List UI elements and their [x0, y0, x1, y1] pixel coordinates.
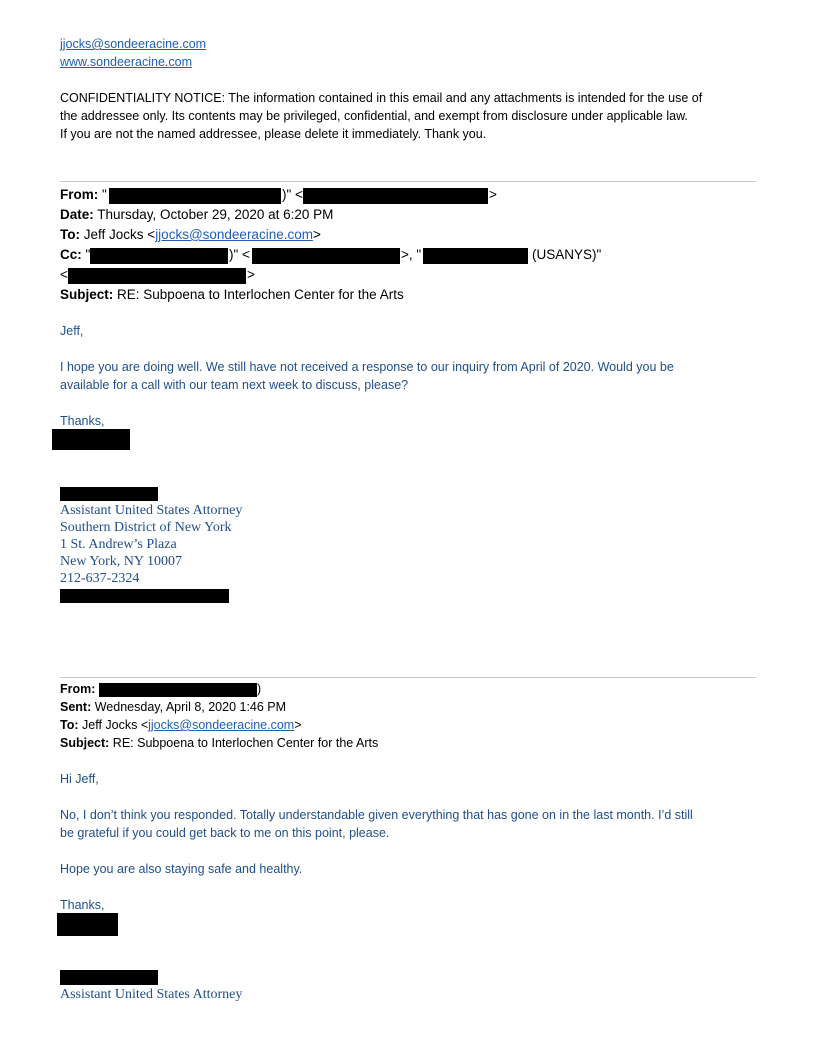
sig-office: Southern District of New York [60, 520, 232, 535]
email1-greeting: Jeff, [60, 324, 84, 338]
email1-to-row [60, 227, 321, 242]
redaction-box [60, 487, 158, 501]
date-label: Date: [60, 207, 94, 222]
email1-subject-row [60, 287, 404, 302]
redaction-box [303, 188, 488, 204]
from-quote-open: " [102, 187, 107, 202]
to-close: > [294, 718, 302, 732]
cc-separator-2: >, " [401, 247, 422, 262]
email2-from-row [60, 682, 95, 696]
to-label: To: [60, 718, 79, 732]
email2-greeting: Hi Jeff, [60, 772, 99, 786]
signature-website-link[interactable]: www.sondeeracine.com [60, 55, 193, 69]
email2-thanks: Thanks, [60, 898, 105, 912]
redaction-box [57, 913, 118, 936]
email2-body-line-2: be grateful if you could get back to me on this point, please. [60, 826, 390, 840]
sent-value: Wednesday, April 8, 2020 1:46 PM [94, 700, 287, 714]
email1-body-line-2: available for a call with our team next week to discuss, please? [60, 378, 409, 392]
redaction-box [60, 589, 229, 603]
redaction-box [90, 248, 228, 264]
cc-org: (USANYS)" [532, 247, 602, 262]
cc-label: Cc: [60, 247, 82, 262]
signature-email-link[interactable]: jjocks@sondeeracine.com [60, 37, 207, 51]
to-name: Jeff Jocks < [82, 718, 149, 732]
redaction-box [423, 248, 528, 264]
to-email-link[interactable]: jjocks@sondeeracine.com [148, 718, 295, 732]
email2-subject-row [60, 736, 378, 750]
from-separator: )" < [282, 187, 303, 202]
sent-label: Sent: [60, 700, 92, 714]
redaction-box [52, 429, 130, 450]
redaction-box [109, 188, 281, 204]
cc-line2-close: > [247, 267, 255, 282]
date-value: Thursday, October 29, 2020 at 6:20 PM [97, 207, 334, 222]
to-email-link[interactable]: jjocks@sondeeracine.com [155, 227, 313, 242]
confidentiality-line-2: the addressee only. Its contents may be privileged, confidential, and exempt from disclosure under applicable law. [60, 109, 688, 123]
redaction-box [99, 683, 257, 697]
subject-label: Subject: [60, 736, 110, 750]
subject-value: RE: Subpoena to Interlochen Center for the Arts [117, 287, 404, 302]
redaction-box [60, 970, 158, 985]
sig-address-2: New York, NY 10007 [60, 554, 182, 569]
subject-value: RE: Subpoena to Interlochen Center for the Arts [112, 736, 379, 750]
email-divider [60, 677, 756, 678]
from-close: ) [257, 682, 262, 696]
from-label: From: [60, 187, 99, 202]
to-close: > [312, 227, 321, 242]
redaction-box [252, 248, 400, 264]
confidentiality-line-3: If you are not the named addressee, please delete it immediately. Thank you. [60, 127, 487, 141]
sig-phone: 212-637-2324 [60, 571, 140, 586]
redaction-box [68, 268, 246, 284]
email2-sent-row [60, 700, 286, 714]
subject-label: Subject: [60, 287, 114, 302]
email1-cc-row [60, 247, 90, 262]
cc-separator-1: )" < [229, 247, 250, 262]
to-name: Jeff Jocks < [83, 227, 156, 242]
from-close: > [489, 187, 497, 202]
sig-title: Assistant United States Attorney [60, 987, 243, 1002]
from-label: From: [60, 682, 96, 696]
email2-body-line-3: Hope you are also staying safe and healthy. [60, 862, 303, 876]
cc-line2-open: < [60, 267, 68, 282]
sig-title: Assistant United States Attorney [60, 503, 243, 518]
email1-from-row [60, 187, 107, 202]
email-divider [60, 181, 756, 182]
email1-thanks: Thanks, [60, 414, 105, 428]
confidentiality-line-1: CONFIDENTIALITY NOTICE: The information contained in this email and any attachments is intended for the use of [60, 91, 703, 105]
email1-body-line-1: I hope you are doing well. We still have not received a response to our inquiry from April of 2020. Would you be [60, 360, 674, 374]
email2-to-row [60, 718, 302, 732]
to-label: To: [60, 227, 80, 242]
email1-date-row [60, 207, 333, 222]
email2-body-line-1: No, I don’t think you responded. Totally understandable given everything that has gone on in the last month. I’d still [60, 808, 693, 822]
cc-quote-open: " [85, 247, 91, 262]
sig-address-1: 1 St. Andrew’s Plaza [60, 537, 177, 552]
